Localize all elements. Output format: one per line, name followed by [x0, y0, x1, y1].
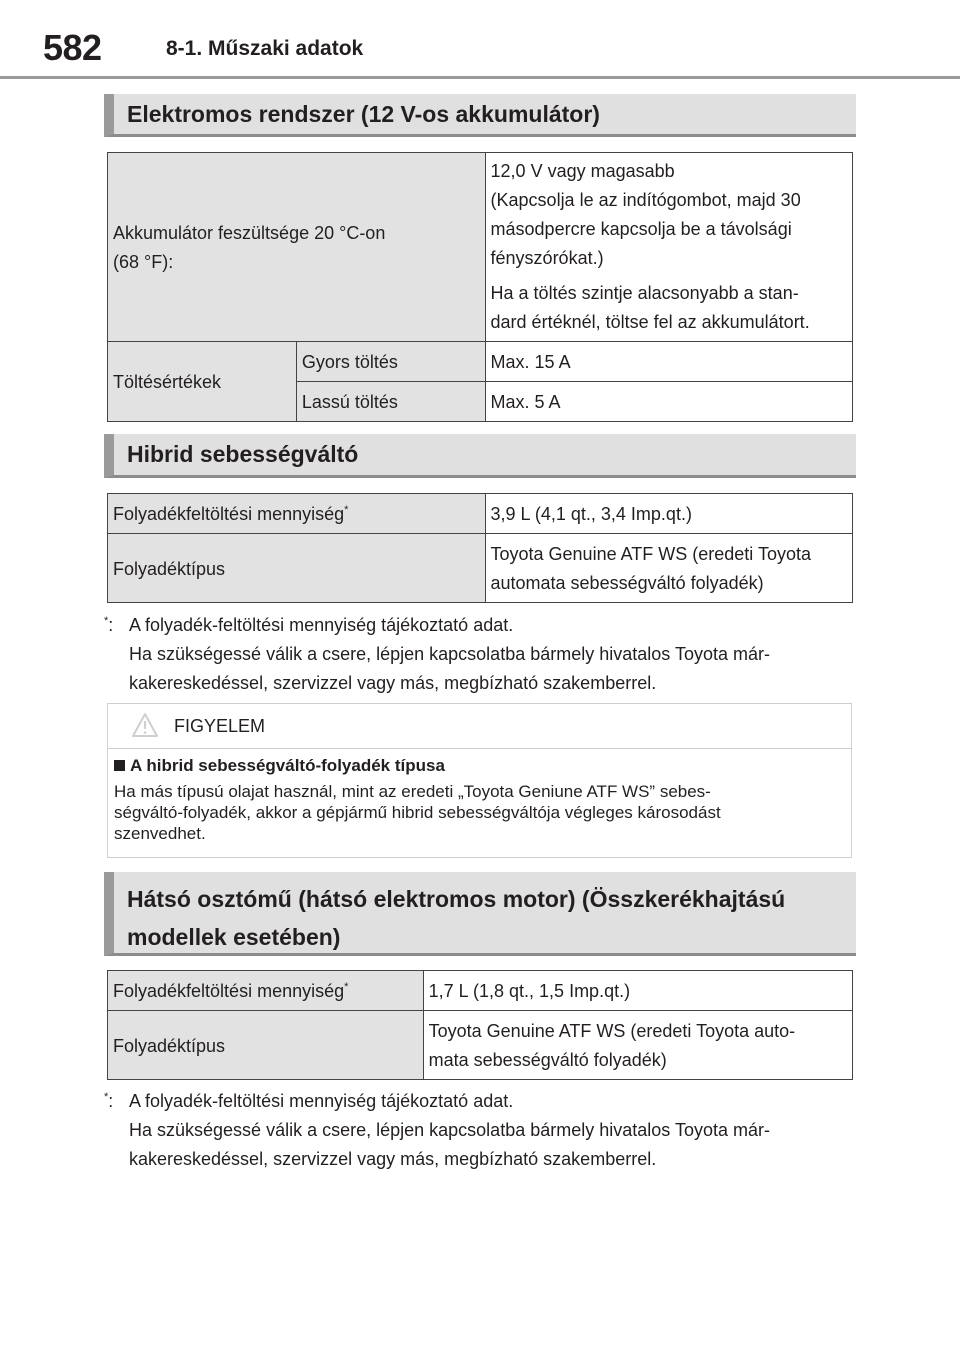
footnote-marker: [104, 611, 113, 640]
caution-subtitle: [114, 755, 839, 776]
warning-icon: [131, 712, 159, 738]
rear-differential-spec-table: [107, 970, 853, 1080]
footnote-colon: :: [108, 615, 114, 635]
fluid-type-label: Folyadéktípus: [108, 534, 486, 603]
caution-body: [108, 749, 851, 844]
page-number: 582: [43, 27, 102, 68]
battery-note-line: dard értéknél, töltse fel az akkumulátort.: [490, 312, 810, 332]
fluid-quantity-value: 3,9 L (4,1 qt., 3,4 Imp.qt.): [485, 494, 853, 534]
section-heading-hybrid-transmission: Hibrid sebességváltó: [104, 434, 856, 478]
caution-header: [108, 704, 851, 749]
footnote: [104, 611, 844, 698]
slow-charge-label: Lassú töltés: [296, 382, 485, 422]
footnote: [104, 1087, 844, 1174]
battery-voltage-label: [108, 153, 486, 342]
fast-charge-label: Gyors töltés: [296, 342, 485, 382]
header-divider: [0, 76, 960, 79]
footnote-star: *: [104, 615, 109, 627]
table-row: [108, 534, 853, 603]
fast-charge-value: Max. 15 A: [485, 342, 852, 382]
footnote-marker: [104, 1087, 113, 1116]
table-row: [108, 342, 853, 382]
battery-value-line: 12,0 V vagy magasabb: [490, 161, 675, 181]
caution-body-line: szenvedhet.: [114, 824, 206, 843]
footnote-mark: *: [344, 981, 349, 993]
caution-box: [107, 703, 852, 858]
battery-value-line: másodpercre kapcsolja be a távolsági: [490, 219, 792, 239]
battery-note-line: Ha a töltés szintje alacsonyabb a stan-: [490, 283, 799, 303]
table-row: [108, 971, 853, 1011]
footnote-colon: :: [108, 1091, 114, 1111]
caution-subtitle-text: A hibrid sebességváltó-folyadék típusa: [130, 756, 445, 775]
footnote-line: Ha szükségessé válik a csere, lépjen kapcsolatba bármely hivatalos Toyota már-: [129, 644, 770, 664]
footnote-line: kakereskedéssel, szervizzel vagy más, megbízható szakemberrel.: [129, 1149, 657, 1169]
footnote-line: A folyadék-feltöltési mennyiség tájékoztató adat.: [129, 615, 514, 635]
fluid-type-value-line: mata sebességváltó folyadék): [428, 1050, 667, 1070]
chapter-title: 8-1. Műszaki adatok: [166, 37, 364, 60]
fluid-type-value-line: Toyota Genuine ATF WS (eredeti Toyota auto-: [428, 1021, 796, 1041]
footnote-line: A folyadék-feltöltési mennyiség tájékoztató adat.: [129, 1091, 514, 1111]
fluid-quantity-value: 1,7 L (1,8 qt., 1,5 Imp.qt.): [423, 971, 852, 1011]
fluid-type-value: [423, 1011, 852, 1080]
battery-voltage-label-line: (68 °F):: [113, 252, 174, 272]
table-row: [108, 494, 853, 534]
section-heading-rear-differential: [104, 872, 856, 956]
footnote-line: Ha szükségessé válik a csere, lépjen kapcsolatba bármely hivatalos Toyota már-: [129, 1120, 770, 1140]
section-heading-line: modellek esetében): [127, 924, 341, 950]
square-bullet-icon: [114, 760, 125, 771]
slow-charge-value: Max. 5 A: [485, 382, 852, 422]
table-row: [108, 1011, 853, 1080]
section-heading-electrical: Elektromos rendszer (12 V-os akkumulátor): [104, 94, 856, 137]
fluid-quantity-label-text: Folyadékfeltöltési mennyiség: [113, 504, 345, 524]
table-row: [108, 153, 853, 342]
battery-value-line: fényszórókat.): [490, 248, 604, 268]
fluid-quantity-label: [108, 494, 486, 534]
battery-value-line: (Kapcsolja le az indítógombot, majd 30: [490, 190, 801, 210]
fluid-type-value: [485, 534, 853, 603]
footnote-line: kakereskedéssel, szervizzel vagy más, megbízható szakemberrel.: [129, 673, 657, 693]
caution-body-line: Ha más típusú olajat használ, mint az eredeti „Toyota Geniune ATF WS” sebes-: [114, 782, 711, 801]
footnote-mark: *: [344, 504, 349, 516]
fluid-type-value-line: Toyota Genuine ATF WS (eredeti Toyota: [490, 544, 811, 564]
electrical-spec-table: [107, 152, 853, 422]
fluid-type-label: Folyadéktípus: [108, 1011, 424, 1080]
caution-body-line: ségváltó-folyadék, akkor a gépjármű hibrid sebességváltója végleges károsodást: [114, 803, 721, 822]
battery-voltage-value: [485, 153, 852, 342]
footnote-star: *: [104, 1091, 109, 1103]
fluid-type-value-line: automata sebességváltó folyadék): [490, 573, 764, 593]
battery-voltage-label-line: Akkumulátor feszültsége 20 °C-on: [113, 223, 386, 243]
section-heading-line: Hátsó osztómű (hátsó elektromos motor) (Összkerékhajtású: [127, 886, 786, 912]
transmission-spec-table: [107, 493, 853, 603]
fluid-quantity-label: [108, 971, 424, 1011]
fluid-quantity-label-text: Folyadékfeltöltési mennyiség: [113, 981, 345, 1001]
charge-rate-label: Töltésértékek: [108, 342, 297, 422]
caution-title: FIGYELEM: [174, 716, 266, 736]
